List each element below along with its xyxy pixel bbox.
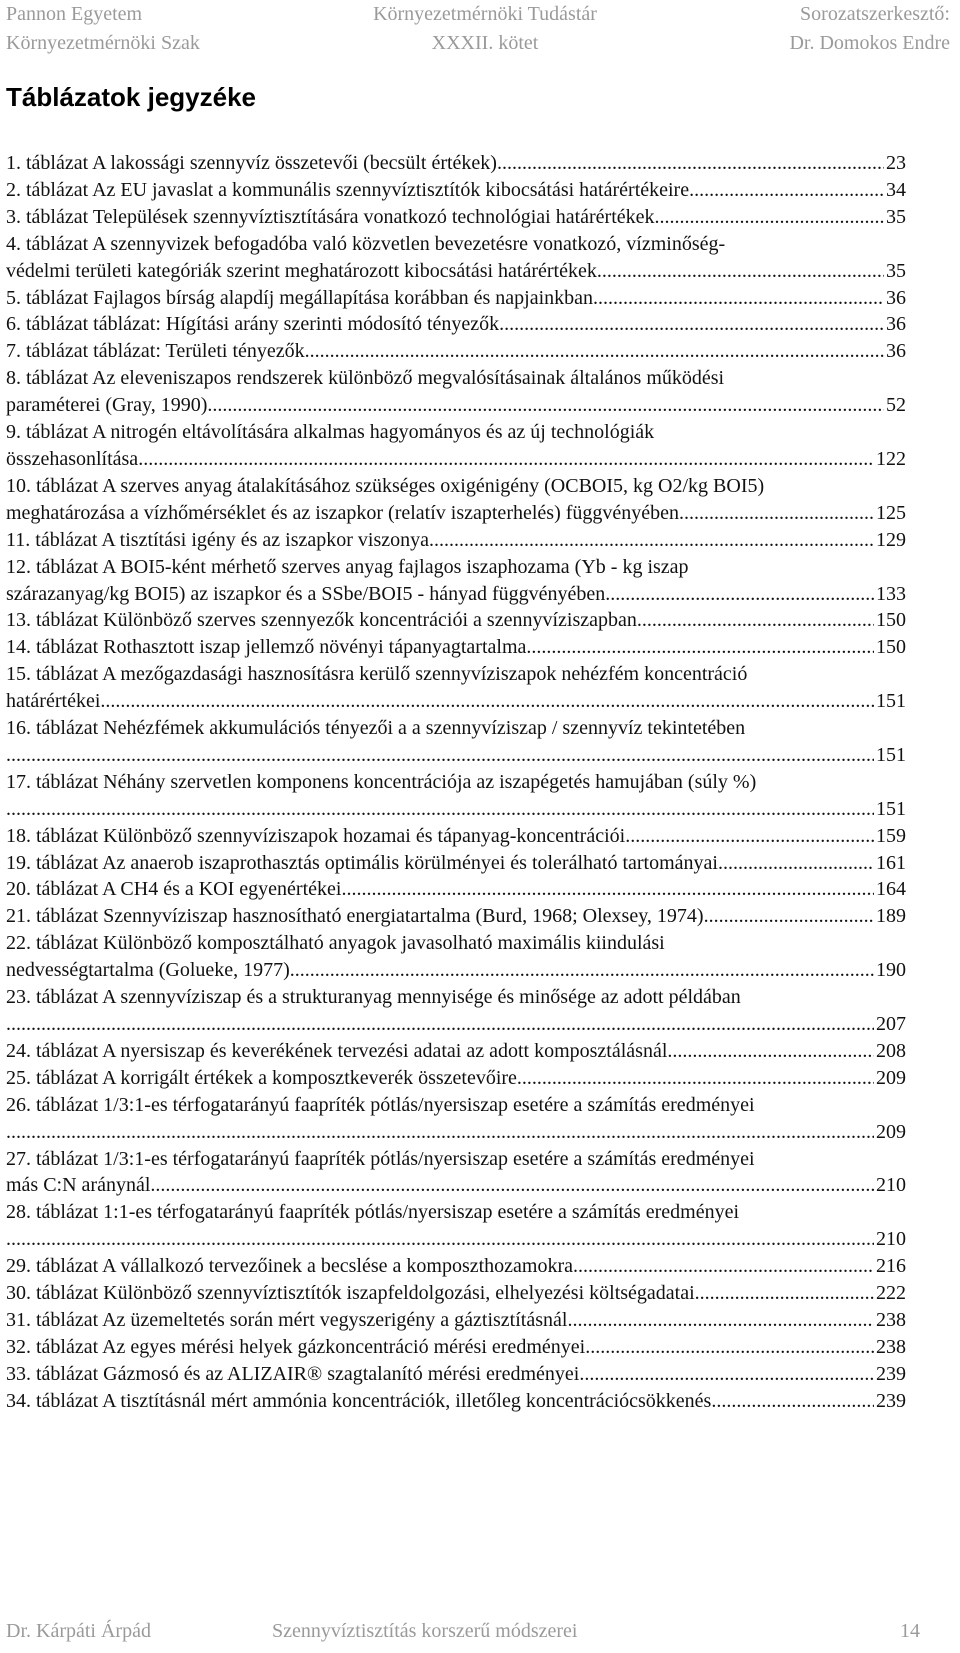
dot-leader (6, 742, 874, 769)
entry-text: 1. táblázat A lakossági szennyvíz összetevői (becsült értékek) (6, 152, 497, 174)
entry-text: 28. táblázat 1:1-es térfogatarányú faapríték pótlás/nyersiszap esetére a számítás eredményei (6, 1201, 739, 1224)
entry-text: 11. táblázat A tisztítási igény és az iszapkor viszonya (6, 528, 430, 551)
list-item[interactable] (6, 823, 906, 850)
page-number: 122 (876, 447, 906, 470)
list-item[interactable] (6, 1092, 906, 1146)
entry-text: 3. táblázat Települések szennyvíztisztítására vonatkozó technológiai határértékek (6, 205, 655, 228)
page-number: 133 (876, 582, 906, 605)
page-number: 239 (876, 1389, 906, 1412)
entry-text: 22. táblázat Különböző komposztálható anyagok javasolható maximális kiindulási (6, 932, 665, 955)
page-number: 159 (876, 824, 906, 847)
entry-text: 27. táblázat 1/3:1-es térfogatarányú faapríték pótlás/nyersiszap esetére a számítás eredményei (6, 1147, 755, 1170)
header-center (340, 0, 630, 58)
footer-page-number: 14 (900, 1620, 920, 1642)
entry-text: 14. táblázat Rothasztott iszap jellemző növényi tápanyagtartalma (6, 636, 527, 659)
list-item[interactable] (6, 527, 906, 554)
page-number: 129 (876, 528, 906, 551)
entry-text: 4. táblázat A szennyvizek befogadóba való közvetlen bevezetésre vonatkozó, vízminőség- (6, 232, 726, 255)
dot-leader (625, 823, 874, 850)
page-number: 210 (876, 1228, 906, 1251)
list-item[interactable] (6, 1253, 906, 1280)
list-item[interactable] (6, 177, 906, 204)
page-number: 239 (876, 1362, 906, 1385)
entry-text: 5. táblázat Fajlagos bírság alapdíj megállapítása korábban és napjainkban. (6, 286, 599, 309)
header-volume: XXXII. kötet (431, 32, 539, 54)
list-item[interactable] (6, 984, 906, 1038)
list-item[interactable] (6, 1065, 906, 1092)
dot-leader (429, 527, 874, 554)
dot-leader (573, 1253, 874, 1280)
page-number: 150 (876, 636, 906, 659)
entry-text: 23. táblázat A szennyvíziszap és a strukturanyag mennyisége és minősége az adott példában (6, 986, 741, 1009)
entry-text: határértékei (6, 690, 101, 713)
entry-text: 20. táblázat A CH4 és a KOI egyenértékei (6, 878, 342, 901)
dot-leader (679, 500, 874, 527)
list-item[interactable] (6, 1334, 906, 1361)
entry-text: 24. táblázat A nyersiszap és keverékének tervezési adatai az adott komposztálásnál (6, 1039, 668, 1062)
footer-book-title: Szennyvíztisztítás korszerű módszerei (272, 1620, 578, 1642)
list-item[interactable] (6, 1199, 906, 1253)
entry-text: 17. táblázat Néhány szervetlen komponens koncentrációja az iszapégetés hamujában (súly %) (6, 770, 757, 793)
page-number: 52 (886, 394, 906, 417)
list-item[interactable] (6, 661, 906, 715)
list-item[interactable] (6, 850, 906, 877)
page-number: 36 (886, 340, 906, 363)
list-item[interactable] (6, 311, 906, 338)
page-number: 36 (886, 313, 906, 336)
page-number: 238 (876, 1308, 906, 1331)
page-number: 161 (876, 851, 906, 874)
page-number: 35 (886, 259, 906, 282)
list-item[interactable] (6, 419, 906, 473)
page-number: 208 (876, 1039, 906, 1062)
list-item[interactable] (6, 554, 906, 608)
entry-text: 8. táblázat Az eleveniszapos rendszerek különböző megvalósításainak általános működési (6, 367, 725, 390)
entry-text: 12. táblázat A BOI5-ként mérhető szerves anyag fajlagos iszaphozama (Yb - kg iszap (6, 555, 689, 578)
entry-text: 9. táblázat A nitrogén eltávolítására alkalmas hagyományos és az új technológiák (6, 421, 655, 444)
list-item[interactable] (6, 338, 906, 365)
entry-text: 30. táblázat Különböző szennyvíztisztítók iszapfeldolgozási, elhelyezési költségadatai. (6, 1282, 700, 1305)
list-item[interactable] (6, 1307, 906, 1334)
list-item[interactable] (6, 285, 906, 312)
dot-leader (6, 1011, 874, 1038)
list-item[interactable] (6, 930, 906, 984)
header-university: Pannon Egyetem (6, 3, 143, 25)
entry-text: 21. táblázat Szennyvíziszap hasznosítható energiatartalma (Burd, 1968; Olexsey, 1974) (6, 905, 704, 928)
page-number: 238 (876, 1335, 906, 1358)
dot-leader (6, 1119, 874, 1146)
dot-leader (341, 876, 874, 903)
dot-leader (700, 1280, 874, 1307)
entry-text: 13. táblázat Különböző szerves szennyezők koncentrációi a szennyvíziszapban (6, 609, 637, 632)
entry-text: 33. táblázat Gázmosó és az ALIZAIR® szagtalanító mérési eredményei (6, 1362, 580, 1385)
list-item[interactable] (6, 1280, 906, 1307)
list-item[interactable] (6, 473, 906, 527)
entry-text: paraméterei (Gray, 1990) (6, 394, 208, 417)
page-number: 23 (886, 152, 906, 174)
page-number: 210 (876, 1174, 906, 1197)
entry-text: 18. táblázat Különböző szennyvíziszapok hozamai és tápanyag-koncentrációi (6, 824, 626, 847)
list-item[interactable] (6, 1361, 906, 1388)
list-item[interactable] (6, 204, 906, 231)
dot-leader (526, 634, 874, 661)
entry-text: meghatározása a vízhőmérséklet és az iszapkor (relatív iszapterhelés) függvényében (6, 501, 680, 524)
entry-text: összehasonlítása (6, 447, 139, 470)
header-editor-label: Sorozatszerkesztő: (800, 3, 950, 25)
list-item[interactable] (6, 1146, 906, 1200)
dot-leader (567, 1307, 874, 1334)
dot-leader (6, 796, 874, 823)
entry-text: 7. táblázat táblázat: Területi tényezők (6, 340, 305, 363)
page-number: 164 (876, 878, 906, 901)
page-number: 151 (876, 690, 906, 713)
entry-text: 32. táblázat Az egyes mérési helyek gázkoncentráció mérési eredményei (6, 1335, 586, 1358)
dot-leader (667, 1038, 874, 1065)
dot-leader (305, 338, 884, 365)
dot-leader (290, 957, 874, 984)
entry-text: védelmi területi kategóriák szerint meghatározott kibocsátási határértékek (6, 259, 597, 282)
entry-text: 34. táblázat A tisztításnál mért ammónia koncentrációk, illetőleg koncentrációcsökkenés (6, 1389, 712, 1412)
dot-leader (718, 850, 874, 877)
dot-leader (517, 1065, 874, 1092)
entry-text: más C:N aránynál (6, 1174, 151, 1197)
dot-leader (711, 1388, 874, 1415)
page-number: 190 (876, 959, 906, 982)
page-number: 151 (876, 797, 906, 820)
entry-text: 10. táblázat A szerves anyag átalakításához szükséges oxigénigény (OCBOI5, kg O2/kg BOI5) (6, 474, 765, 497)
entry-text: 31. táblázat Az üzemeltetés során mért vegyszerigény a gáztisztításnál (6, 1308, 568, 1331)
page-number: 216 (876, 1255, 906, 1278)
page-number: 36 (886, 286, 906, 309)
dot-leader (100, 688, 874, 715)
dot-leader (6, 1226, 874, 1253)
dot-leader (655, 204, 884, 231)
entry-text: 26. táblázat 1/3:1-es térfogatarányú faapríték pótlás/nyersiszap esetére a számítás eredményei (6, 1093, 755, 1116)
dot-leader (138, 446, 874, 473)
entry-text: szárazanyag/kg BOI5) az iszapkor és a SSbe/BOI5 - hányad függvényében (6, 582, 606, 605)
header-editor-name: Dr. Domokos Endre (789, 32, 950, 54)
list-item[interactable] (6, 231, 906, 285)
entry-text: 15. táblázat A mezőgazdasági hasznosításra kerülő szennyvíziszapok nehézfém koncentráció (6, 663, 748, 686)
page-number: 34 (886, 178, 906, 201)
dot-leader (585, 1334, 874, 1361)
header-right (789, 0, 950, 58)
entry-text: 25. táblázat A korrigált értékek a komposztkeverék összetevőire (6, 1066, 517, 1089)
list-item[interactable] (6, 715, 906, 769)
page-number: 150 (876, 609, 906, 632)
dot-leader (150, 1172, 874, 1199)
dot-leader (704, 903, 874, 930)
list-item[interactable] (6, 365, 906, 419)
list-item[interactable] (6, 634, 906, 661)
entry-text: 16. táblázat Nehézfémek akkumulációs tényezői a a szennyvíziszap / szennyvíz tekintetében (6, 717, 746, 740)
header-series: Környezetmérnöki Tudástár (373, 3, 597, 25)
page-number: 189 (876, 905, 906, 928)
list-item[interactable] (6, 769, 906, 823)
dot-leader (207, 392, 884, 419)
dot-leader (598, 285, 884, 312)
dot-leader (499, 311, 884, 338)
list-item[interactable] (6, 876, 906, 903)
page-number: 209 (876, 1066, 906, 1089)
dot-leader (579, 1361, 874, 1388)
list-item[interactable] (6, 150, 906, 177)
page-title: Táblázatok jegyzéke (6, 82, 256, 112)
table-list (6, 150, 906, 1415)
page-number: 222 (876, 1282, 906, 1305)
page-number: 125 (876, 501, 906, 524)
entry-text: nedvességtartalma (Golueke, 1977) (6, 959, 290, 982)
page-header (0, 0, 960, 52)
list-item[interactable] (6, 607, 906, 634)
page-footer (0, 1620, 960, 1650)
page-number: 207 (876, 1013, 906, 1035)
dot-leader (605, 581, 874, 608)
entry-text: 2. táblázat Az EU javaslat a kommunális szennyvíztisztítók kibocsátási határértékeire (6, 178, 690, 201)
list-item[interactable] (6, 903, 906, 930)
dot-leader (597, 258, 884, 285)
header-left (6, 0, 200, 58)
list-item[interactable] (6, 1038, 906, 1065)
entry-text: 6. táblázat táblázat: Hígítási arány szerinti módosító tényezők (6, 313, 500, 336)
dot-leader (497, 150, 884, 177)
header-department: Környezetmérnöki Szak (6, 32, 200, 54)
entry-text: 29. táblázat A vállalkozó tervezőinek a becslése a komposzthozamokra (6, 1255, 574, 1278)
list-item[interactable] (6, 1388, 906, 1415)
dot-leader (637, 607, 874, 634)
footer-author: Dr. Kárpáti Árpád (6, 1620, 151, 1642)
entry-text: 19. táblázat Az anaerob iszaprothasztás optimális körülményei és tolerálható tartományai (6, 851, 718, 874)
page-number: 209 (876, 1120, 906, 1143)
page-number: 35 (886, 205, 906, 228)
page-number: 151 (876, 743, 906, 766)
dot-leader (689, 177, 884, 204)
